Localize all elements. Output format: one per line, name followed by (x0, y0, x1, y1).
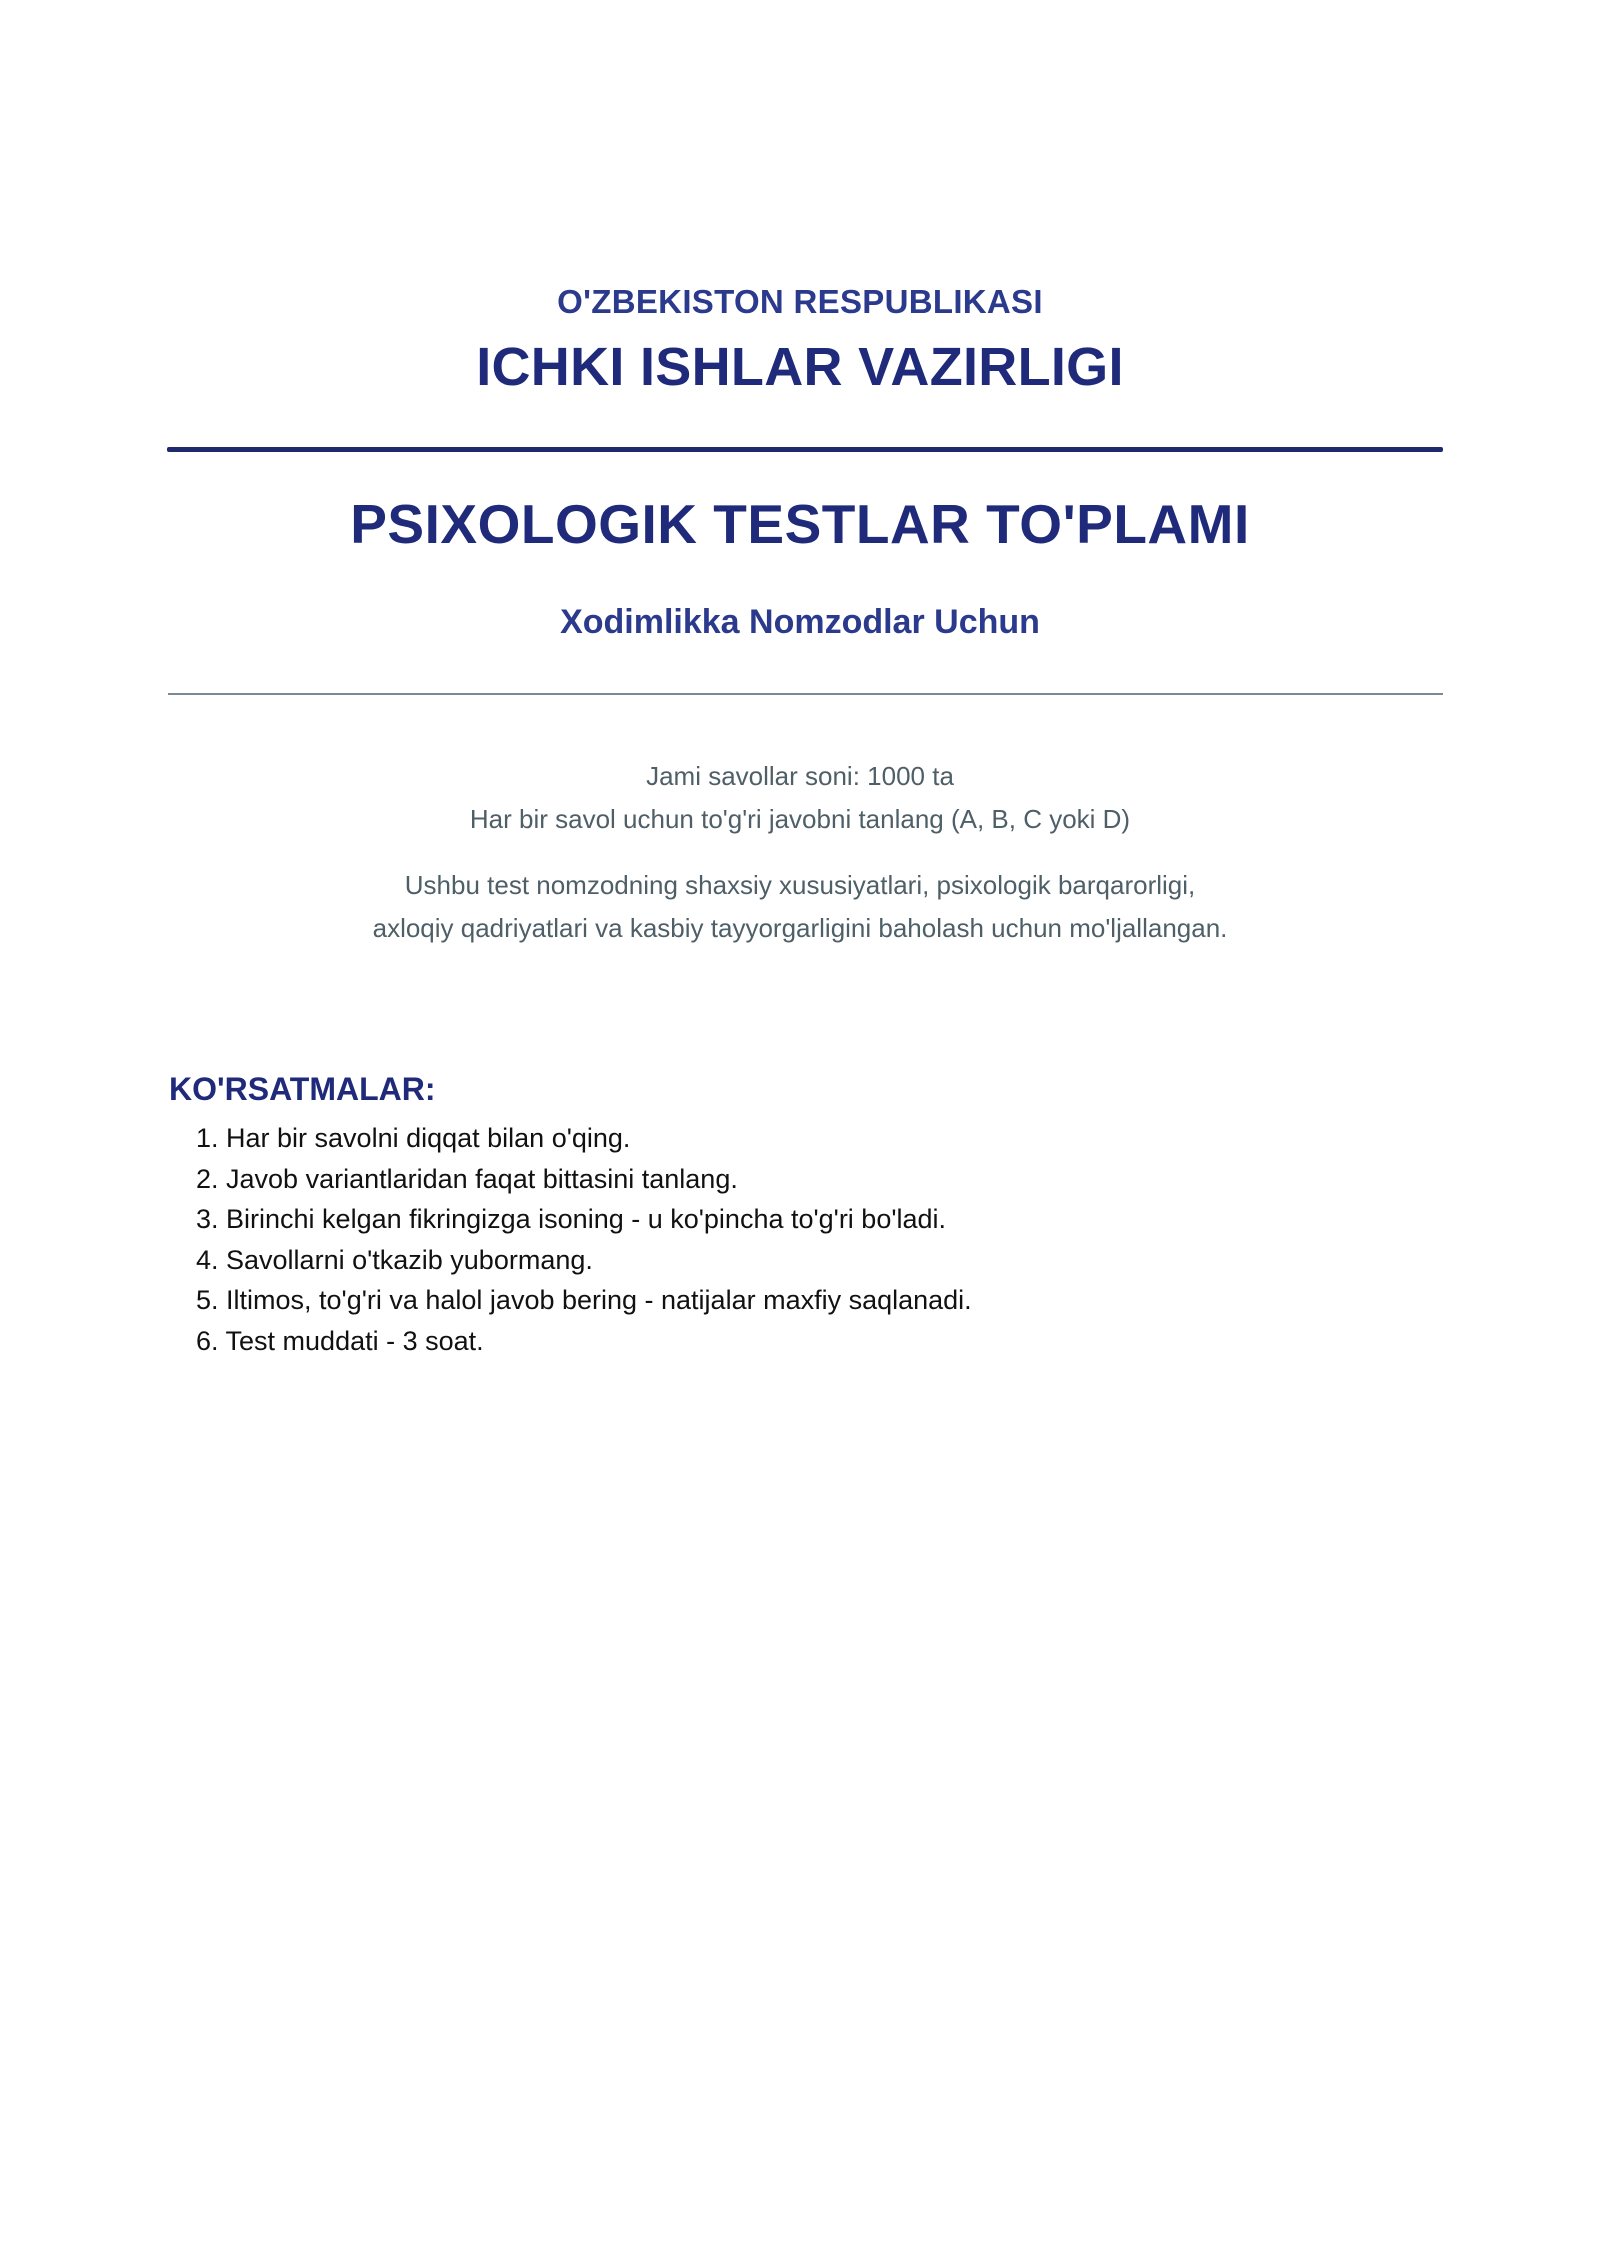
instruction-item: 2. Javob variantlaridan faqat bittasini tanlang. (196, 1163, 738, 1194)
header-divider (167, 447, 1443, 452)
answer-hint-text: Har bir savol uchun to'g'ri javobni tanlang (A, B, C yoki D) (469, 804, 1131, 834)
subtitle-divider (168, 693, 1443, 695)
purpose-text-line-1: Ushbu test nomzodning shaxsiy xususiyatlari, psixologik barqarorligi, (404, 870, 1196, 900)
instruction-item: 1. Har bir savolni diqqat bilan o'qing. (196, 1123, 631, 1153)
total-questions-text: Jami savollar soni: 1000 ta (646, 761, 954, 791)
instructions-list (196, 1118, 972, 1361)
instruction-item: 5. Iltimos, to'g'ri va halol javob bering - natijalar maxfiy saqlanadi. (196, 1285, 972, 1315)
instruction-item: 3. Birinchi kelgan fikringizga isoning - u ko'pincha to'g'ri bo'ladi. (196, 1204, 947, 1234)
instruction-item: 4. Savollarni o'tkazib yubormang. (196, 1244, 593, 1275)
republic-name: O'ZBEKISTON RESPUBLIKASI (557, 283, 1043, 320)
document-title: PSIXOLOGIK TESTLAR TO'PLAMI (350, 493, 1250, 555)
instruction-item: 6. Test muddati - 3 soat. (196, 1325, 484, 1356)
instructions-heading: KO'RSATMALAR: (169, 1071, 436, 1107)
document-subtitle: Xodimlikka Nomzodlar Uchun (560, 603, 1040, 641)
ministry-name: ICHKI ISHLAR VAZIRLIGI (476, 337, 1124, 397)
purpose-text-line-2: axloqiy qadriyatlari va kasbiy tayyorgarligini baholash uchun mo'ljallangan. (372, 913, 1228, 943)
